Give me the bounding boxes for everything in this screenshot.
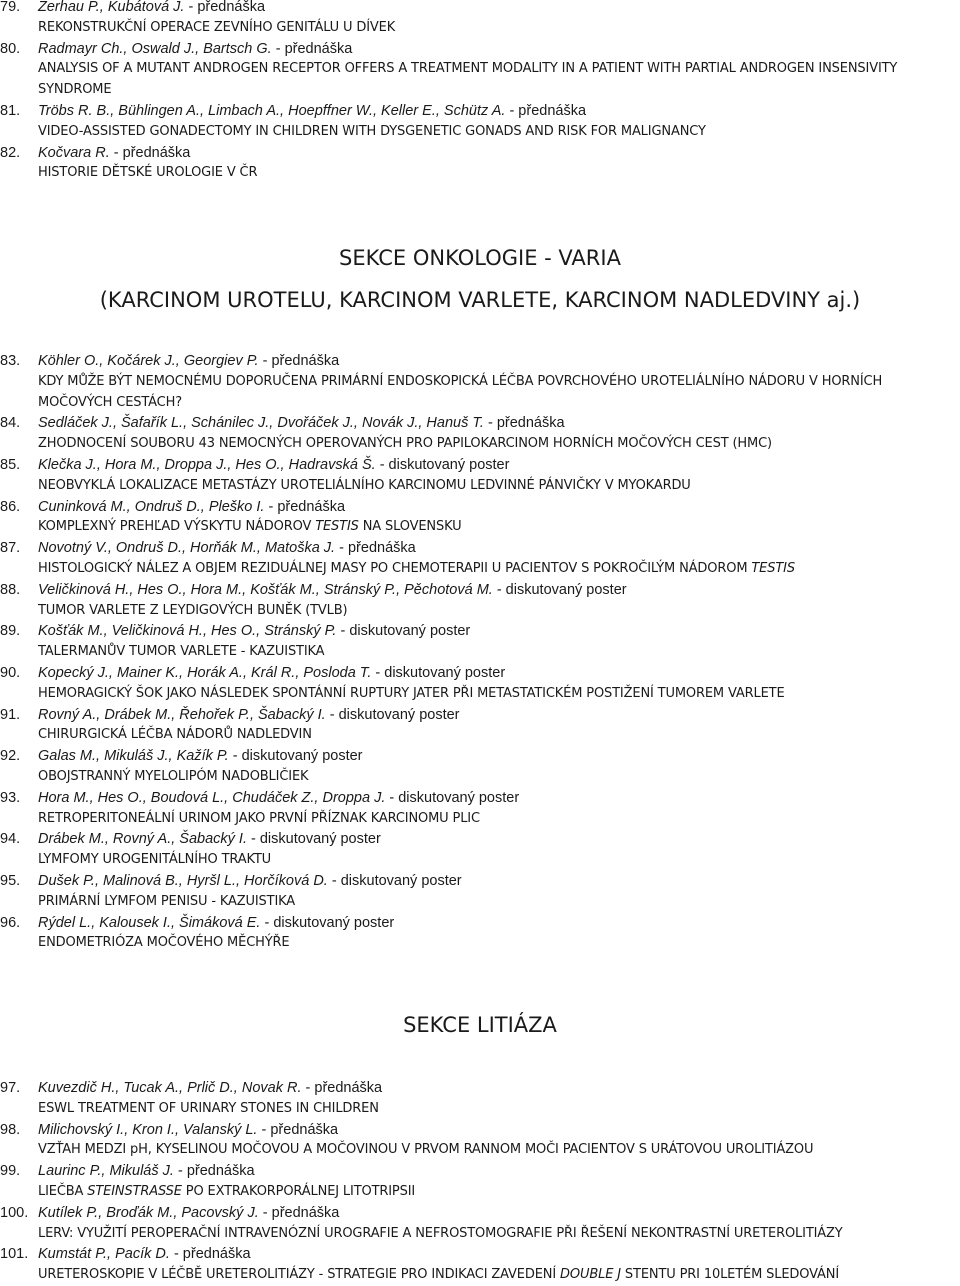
entry-authors: Kutílek P., Broďák M., Pacovský J.: [38, 1204, 259, 1221]
entry-title: LIEČBA STEINSTRASSE PO EXTRAKORPORÁLNEJ LITOTRIPSII: [38, 1183, 416, 1199]
entry-body: [38, 871, 960, 913]
entry-body: [38, 39, 960, 101]
entry-authors: Klečka J., Hora M., Droppa J., Hes O., Hadravská Š.: [38, 456, 376, 473]
entry-type: - diskutovaný poster: [264, 914, 395, 931]
entry-number: 93.: [0, 789, 21, 806]
entry-authors: Laurinc P., Mikuláš J.: [38, 1163, 174, 1180]
entry-authors: Košťák M., Veličkinová H., Hes O., Stránský P.: [38, 623, 337, 640]
entry-title: URETEROSKOPIE V LÉČBĚ URETEROLITIÁZY - STRATEGIE PRO INDIKACI ZAVEDENÍ DOUBLE J STENTU PRI 10LETÉM SLEDOVÁNÍ: [38, 1267, 840, 1283]
entry-authors: Veličkinová H., Hes O., Hora M., Košťák M., Stránský P., Pěchotová M.: [38, 581, 493, 598]
entry-number: 100.: [0, 1204, 29, 1221]
entry-title: OBOJSTRANNÝ MYELOLIPÓM NADOBLIČIEK: [38, 768, 309, 784]
entry-number: 89.: [0, 623, 21, 640]
entry-title: HISTORIE DĚTSKÉ UROLOGIE V ČR: [38, 165, 258, 181]
list-item: [0, 39, 960, 101]
list-item: [0, 0, 960, 39]
list-item: [0, 1120, 960, 1162]
entry-title: TUMOR VARLETE Z LEYDIGOVÝCH BUNĚK (TVLB): [38, 602, 348, 618]
entry-type: - přednáška: [509, 102, 587, 119]
entry-type: - diskutovaný poster: [375, 664, 506, 681]
entry-type: - přednáška: [177, 1163, 255, 1180]
entry-authors: Drábek M., Rovný A., Šabacký I.: [38, 831, 247, 848]
entry-type: - přednáška: [275, 40, 353, 57]
list-item: [0, 101, 960, 143]
entry-title: HEMORAGICKÝ ŠOK JAKO NÁSLEDEK SPONTÁNNÍ RUPTURY JATER PŘI METASTATICKÉM POSTIŽENÍ TUMOREM VARLETE: [38, 685, 785, 701]
entry-body: [38, 1244, 960, 1286]
entry-authors: Kuvezdič H., Tucak A., Prlič D., Novak R.: [38, 1080, 302, 1096]
entry-title: KDY MŮŽE BÝT NEMOCNÉMU DOPORUČENA PRIMÁRNÍ ENDOSKOPICKÁ LÉČBA POVRCHOVÉHO UROTELIÁLNÍHO NÁDORU V HORNÍCH MOČOVÝCH CESTÁCH?: [38, 373, 883, 410]
section-onkologie: [0, 243, 960, 315]
entry-type: - diskutovaný poster: [251, 831, 381, 848]
entry-authors-line: [38, 788, 960, 809]
entry-body: [38, 1203, 960, 1245]
entry-authors-line: [38, 351, 960, 372]
entry-title: ESWL TREATMENT OF URINARY STONES IN CHILDREN: [38, 1100, 379, 1116]
entry-authors-line: [38, 101, 960, 122]
entry-title: TALERMANŮV TUMOR VARLETE - KAZUISTIKA: [38, 644, 325, 660]
entries-top: [0, 0, 960, 184]
entry-authors-line: [38, 1203, 960, 1224]
entry-title: VZŤAH MEDZI pH, KYSELINOU MOČOVOU A MOČOVINOU V PRVOM RANNOM MOČI PACIENTOV S URÁTOVOU UROLITIÁZOU: [38, 1142, 814, 1158]
entry-authors-line: [38, 1078, 960, 1099]
entry-authors: Milichovský I., Kron I., Valanský L.: [38, 1121, 258, 1138]
entries-onkologie: [0, 351, 960, 954]
entry-body: [38, 351, 960, 413]
list-item: [0, 580, 960, 622]
section-litiaza: [0, 1010, 960, 1040]
entry-type: - přednáška: [487, 415, 565, 432]
entry-type: - diskutovaný poster: [379, 456, 510, 473]
entry-body: [38, 621, 960, 663]
entry-authors: Sedláček J., Šafařík L., Schánilec J., Dvořáček J., Novák J., Hanuš T.: [38, 415, 484, 432]
entry-body: [38, 663, 960, 705]
list-item: [0, 829, 960, 871]
entry-type: - přednáška: [305, 1080, 383, 1096]
entry-authors-line: [38, 829, 960, 850]
entry-authors-line: [38, 871, 960, 892]
list-item: [0, 788, 960, 830]
entry-authors-line: [38, 455, 960, 476]
entries-litiaza: [0, 1078, 960, 1286]
entry-body: [38, 1120, 960, 1162]
list-item: [0, 413, 960, 455]
entry-number: 87.: [0, 540, 21, 557]
entry-type: - přednáška: [113, 144, 191, 161]
entry-authors-line: [38, 538, 960, 559]
entry-number: 88.: [0, 581, 21, 598]
entry-authors-line: [38, 1244, 960, 1265]
section-heading-litiaza: SEKCE LITIÁZA: [403, 1013, 557, 1037]
entry-authors: Kumstát P., Pacík D.: [38, 1246, 170, 1263]
entry-number: 79.: [0, 0, 21, 15]
entry-type: - přednáška: [339, 540, 416, 557]
entry-type: - diskutovaný poster: [232, 748, 363, 765]
entry-title: ENDOMETRIÓZA MOČOVÉHO MĚCHÝŘE: [38, 935, 290, 951]
entry-number: 85.: [0, 456, 21, 473]
entry-number: 92.: [0, 748, 21, 765]
entry-body: [38, 705, 960, 747]
list-item: [0, 913, 960, 955]
entry-title: KOMPLEXNÝ PREHĽAD VÝSKYTU NÁDOROV TESTIS NA SLOVENSKU: [38, 519, 462, 535]
entry-type: - diskutovaný poster: [389, 789, 520, 806]
entry-title: REKONSTRUKČNÍ OPERACE ZEVNÍHO GENITÁLU U DÍVEK: [38, 19, 396, 35]
entry-number: 84.: [0, 415, 21, 432]
list-item: [0, 497, 960, 539]
entry-authors: Köhler O., Kočárek J., Georgiev P.: [38, 353, 259, 369]
entry-body: [38, 788, 960, 830]
entry-body: [38, 455, 960, 497]
entry-title: NEOBVYKLÁ LOKALIZACE METASTÁZY UROTELIÁLNÍHO KARCINOMU LEDVINNÉ PÁNVIČKY V MYOKARDU: [38, 477, 691, 493]
entry-authors: Radmayr Ch., Oswald J., Bartsch G.: [38, 40, 272, 57]
entry-body: [38, 580, 960, 622]
entry-body: [38, 497, 960, 539]
entry-number: 83.: [0, 353, 21, 369]
entry-title: HISTOLOGICKÝ NÁLEZ A OBJEM REZIDUÁLNEJ MASY PO CHEMOTERAPII U PACIENTOV S POKROČILÝM NÁDOROM TESTIS: [38, 560, 795, 576]
list-item: [0, 871, 960, 913]
entry-title: ZHODNOCENÍ SOUBORU 43 NEMOCNÝCH OPEROVANÝCH PRO PAPILOKARCINOM HORNÍCH MOČOVÝCH CEST (HMC): [38, 436, 772, 452]
list-item: [0, 1244, 960, 1286]
list-item: [0, 143, 960, 185]
entry-authors-line: [38, 1120, 960, 1141]
entry-body: [38, 746, 960, 788]
entry-authors: Hora M., Hes O., Boudová L., Chudáček Z., Droppa J.: [38, 789, 386, 806]
entry-authors-line: [38, 0, 960, 18]
entry-type: - přednáška: [261, 1121, 339, 1138]
entry-number: 97.: [0, 1080, 21, 1096]
entry-type: - přednáška: [188, 0, 266, 15]
entry-authors-line: [38, 580, 960, 601]
entry-authors-line: [38, 746, 960, 767]
entry-authors-line: [38, 413, 960, 434]
entry-authors-line: [38, 663, 960, 684]
entry-number: 98.: [0, 1121, 21, 1138]
section-heading: SEKCE ONKOLOGIE - VARIA: [339, 246, 621, 270]
section-subheading: (KARCINOM UROTELU, KARCINOM VARLETE, KARCINOM NADLEDVINY aj.): [99, 288, 861, 312]
list-item: [0, 1161, 960, 1203]
list-item: [0, 455, 960, 497]
entry-number: 95.: [0, 872, 21, 889]
entry-body: [38, 538, 960, 580]
entry-number: 101.: [0, 1246, 29, 1263]
entry-authors-line: [38, 621, 960, 642]
entry-authors: Rovný A., Drábek M., Řehořek P., Šabacký I.: [38, 706, 326, 723]
list-item: [0, 1078, 960, 1120]
list-item: [0, 1203, 960, 1245]
entry-number: 91.: [0, 706, 21, 723]
list-item: [0, 705, 960, 747]
entry-number: 80.: [0, 40, 21, 57]
entry-number: 94.: [0, 831, 21, 848]
list-item: [0, 351, 960, 413]
entry-authors-line: [38, 1161, 960, 1182]
entry-number: 90.: [0, 664, 21, 681]
entry-authors: Zerhau P., Kubátová J.: [38, 0, 185, 15]
entry-type: - přednáška: [268, 498, 346, 515]
entry-title: ANALYSIS OF A MUTANT ANDROGEN RECEPTOR OFFERS A TREATMENT MODALITY IN A PATIENT WITH PARTIAL ANDROGEN INSENSIVITY SYNDROME: [38, 61, 898, 98]
entry-type: - diskutovaný poster: [340, 623, 471, 640]
entry-body: [38, 413, 960, 455]
entry-body: [38, 913, 960, 955]
entry-type: - přednáška: [262, 353, 340, 369]
entry-title: PRIMÁRNÍ LYMFOM PENISU - KAZUISTIKA: [38, 893, 296, 909]
entry-authors: Dušek P., Malinová B., Hyršl L., Horčíková D.: [38, 872, 328, 889]
entry-title: VIDEO-ASSISTED GONADECTOMY IN CHILDREN WITH DYSGENETIC GONADS AND RISK FOR MALIGNANCY: [38, 123, 706, 139]
entry-number: 99.: [0, 1163, 21, 1180]
list-item: [0, 621, 960, 663]
entry-authors-line: [38, 497, 960, 518]
entry-authors: Rýdel L., Kalousek I., Šimáková E.: [38, 914, 261, 931]
entry-title: RETROPERITONEÁLNÍ URINOM JAKO PRVNÍ PŘÍZNAK KARCINOMU PLIC: [38, 810, 480, 826]
entry-authors: Novotný V., Ondruš D., Horňák M., Matoška J.: [38, 540, 336, 557]
entry-authors: Cuninková M., Ondruš D., Pleško I.: [38, 498, 265, 515]
entry-number: 81.: [0, 102, 21, 119]
entry-type: - diskutovaný poster: [331, 872, 462, 889]
entry-authors: Galas M., Mikuláš J., Kažík P.: [38, 748, 229, 765]
entry-authors-line: [38, 39, 960, 60]
list-item: [0, 663, 960, 705]
entry-body: [38, 1078, 960, 1120]
list-item: [0, 746, 960, 788]
entry-title: LERV: VYUŽITÍ PEROPERAČNÍ INTRAVENÓZNÍ UROGRAFIE A NEFROSTOMOGRAFIE PŘI ŘEŠENÍ NEKONTRASTNÍ URETEROLITIÁZY: [38, 1225, 843, 1241]
entry-type: - přednáška: [262, 1204, 340, 1221]
list-item: [0, 538, 960, 580]
entry-body: [38, 0, 960, 39]
entry-authors-line: [38, 705, 960, 726]
entry-authors: Kopecký J., Mainer K., Horák A., Král R., Posloda T.: [38, 664, 372, 681]
entry-type: - diskutovaný poster: [496, 581, 627, 598]
entry-number: 86.: [0, 498, 21, 515]
entry-number: 96.: [0, 914, 21, 931]
entry-authors-line: [38, 913, 960, 934]
entry-title: CHIRURGICKÁ LÉČBA NÁDORŮ NADLEDVIN: [38, 727, 312, 743]
entry-type: - přednáška: [173, 1246, 251, 1263]
entry-number: 82.: [0, 144, 21, 161]
entry-authors-line: [38, 143, 960, 164]
entry-body: [38, 1161, 960, 1203]
entry-body: [38, 829, 960, 871]
entry-body: [38, 101, 960, 143]
entry-title: LYMFOMY UROGENITÁLNÍHO TRAKTU: [38, 852, 272, 868]
entry-authors: Kočvara R.: [38, 144, 110, 161]
entry-body: [38, 143, 960, 185]
entry-authors: Tröbs R. B., Bühlingen A., Limbach A., Hoepffner W., Keller E., Schütz A.: [38, 102, 506, 119]
entry-type: - diskutovaný poster: [329, 706, 460, 723]
